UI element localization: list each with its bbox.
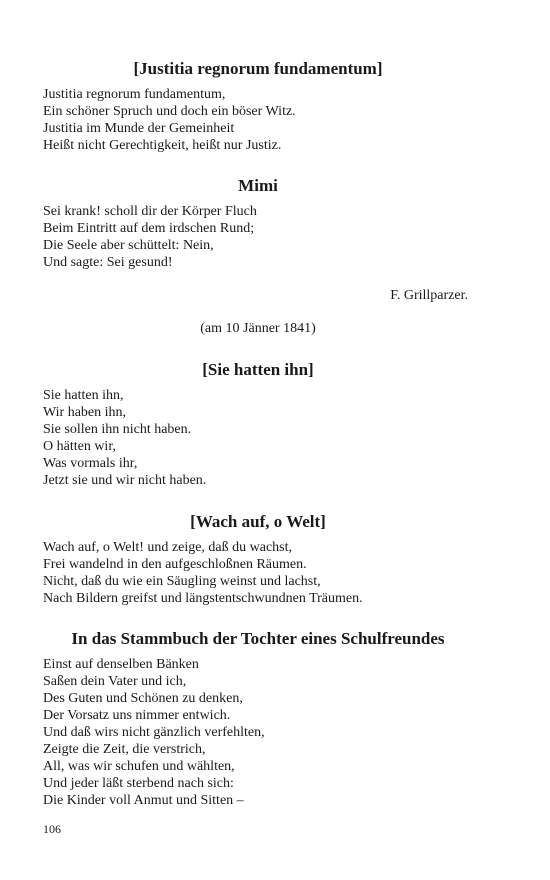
poem-stammbuch bbox=[43, 656, 265, 809]
poem-line: Und jeder läßt sterbend nach sich: bbox=[43, 776, 234, 791]
poem-line: Sei krank! scholl dir der Körper Fluch bbox=[43, 204, 257, 219]
poem-line: Die Seele aber schüttelt: Nein, bbox=[43, 238, 214, 253]
poem-line: Und sagte: Sei gesund! bbox=[43, 255, 173, 270]
poem-line: Justitia regnorum fundamentum, bbox=[43, 87, 226, 102]
poem-line: Des Guten und Schönen zu denken, bbox=[43, 691, 243, 706]
poem-line: Einst auf denselben Bänken bbox=[43, 657, 199, 672]
poem-sie-hatten-ihn bbox=[43, 387, 206, 489]
poem-title-sie-hatten-ihn: [Sie hatten ihn] bbox=[202, 360, 314, 379]
poem-line: Wir haben ihn, bbox=[43, 405, 127, 420]
poem-line: Nach Bildern greifst und längstentschwundnen Träumen. bbox=[43, 591, 363, 606]
poem-line: Sie sollen ihn nicht haben. bbox=[43, 422, 192, 437]
poem-line: O hätten wir, bbox=[43, 439, 116, 454]
poem-line: Justitia im Munde der Gemeinheit bbox=[43, 121, 235, 136]
date-note: (am 10 Jänner 1841) bbox=[200, 321, 316, 336]
poem-line: Nicht, daß du wie ein Säugling weinst und lachst, bbox=[43, 574, 321, 589]
poem-line: Die Kinder voll Anmut und Sitten – bbox=[43, 793, 244, 808]
poem-line: All, was wir schufen und wählten, bbox=[43, 759, 235, 774]
poem-title-stammbuch: In das Stammbuch der Tochter eines Schulfreundes bbox=[71, 629, 445, 648]
poem-line: Saßen dein Vater und ich, bbox=[43, 674, 187, 689]
poem-title-justitia: [Justitia regnorum fundamentum] bbox=[133, 59, 383, 78]
poem-title-wach-auf: [Wach auf, o Welt] bbox=[190, 512, 326, 531]
poem-mimi bbox=[43, 203, 257, 271]
poem-justitia bbox=[43, 86, 296, 154]
poem-line: Beim Eintritt auf dem irdschen Rund; bbox=[43, 221, 255, 236]
poem-line: Jetzt sie und wir nicht haben. bbox=[43, 473, 207, 488]
poem-line: Ein schöner Spruch und doch ein böser Witz. bbox=[43, 104, 296, 119]
page-number: 106 bbox=[43, 822, 61, 836]
poem-line: Wach auf, o Welt! und zeige, daß du wachst, bbox=[43, 540, 293, 555]
poem-title-mimi: Mimi bbox=[238, 176, 278, 195]
poem-line: Frei wandelnd in den aufgeschloßnen Räumen. bbox=[43, 557, 307, 572]
book-page bbox=[43, 0, 473, 880]
poem-wach-auf bbox=[43, 539, 363, 607]
poem-line: Was vormals ihr, bbox=[43, 456, 138, 471]
poem-line: Heißt nicht Gerechtigkeit, heißt nur Justiz. bbox=[43, 138, 282, 153]
poem-line: Der Vorsatz uns nimmer entwich. bbox=[43, 708, 231, 723]
author-signature: F. Grillparzer. bbox=[390, 288, 468, 303]
poem-line: Sie hatten ihn, bbox=[43, 388, 124, 403]
poem-line: Zeigte die Zeit, die verstrich, bbox=[43, 742, 206, 757]
poem-line: Und daß wirs nicht gänzlich verfehlten, bbox=[43, 725, 265, 740]
